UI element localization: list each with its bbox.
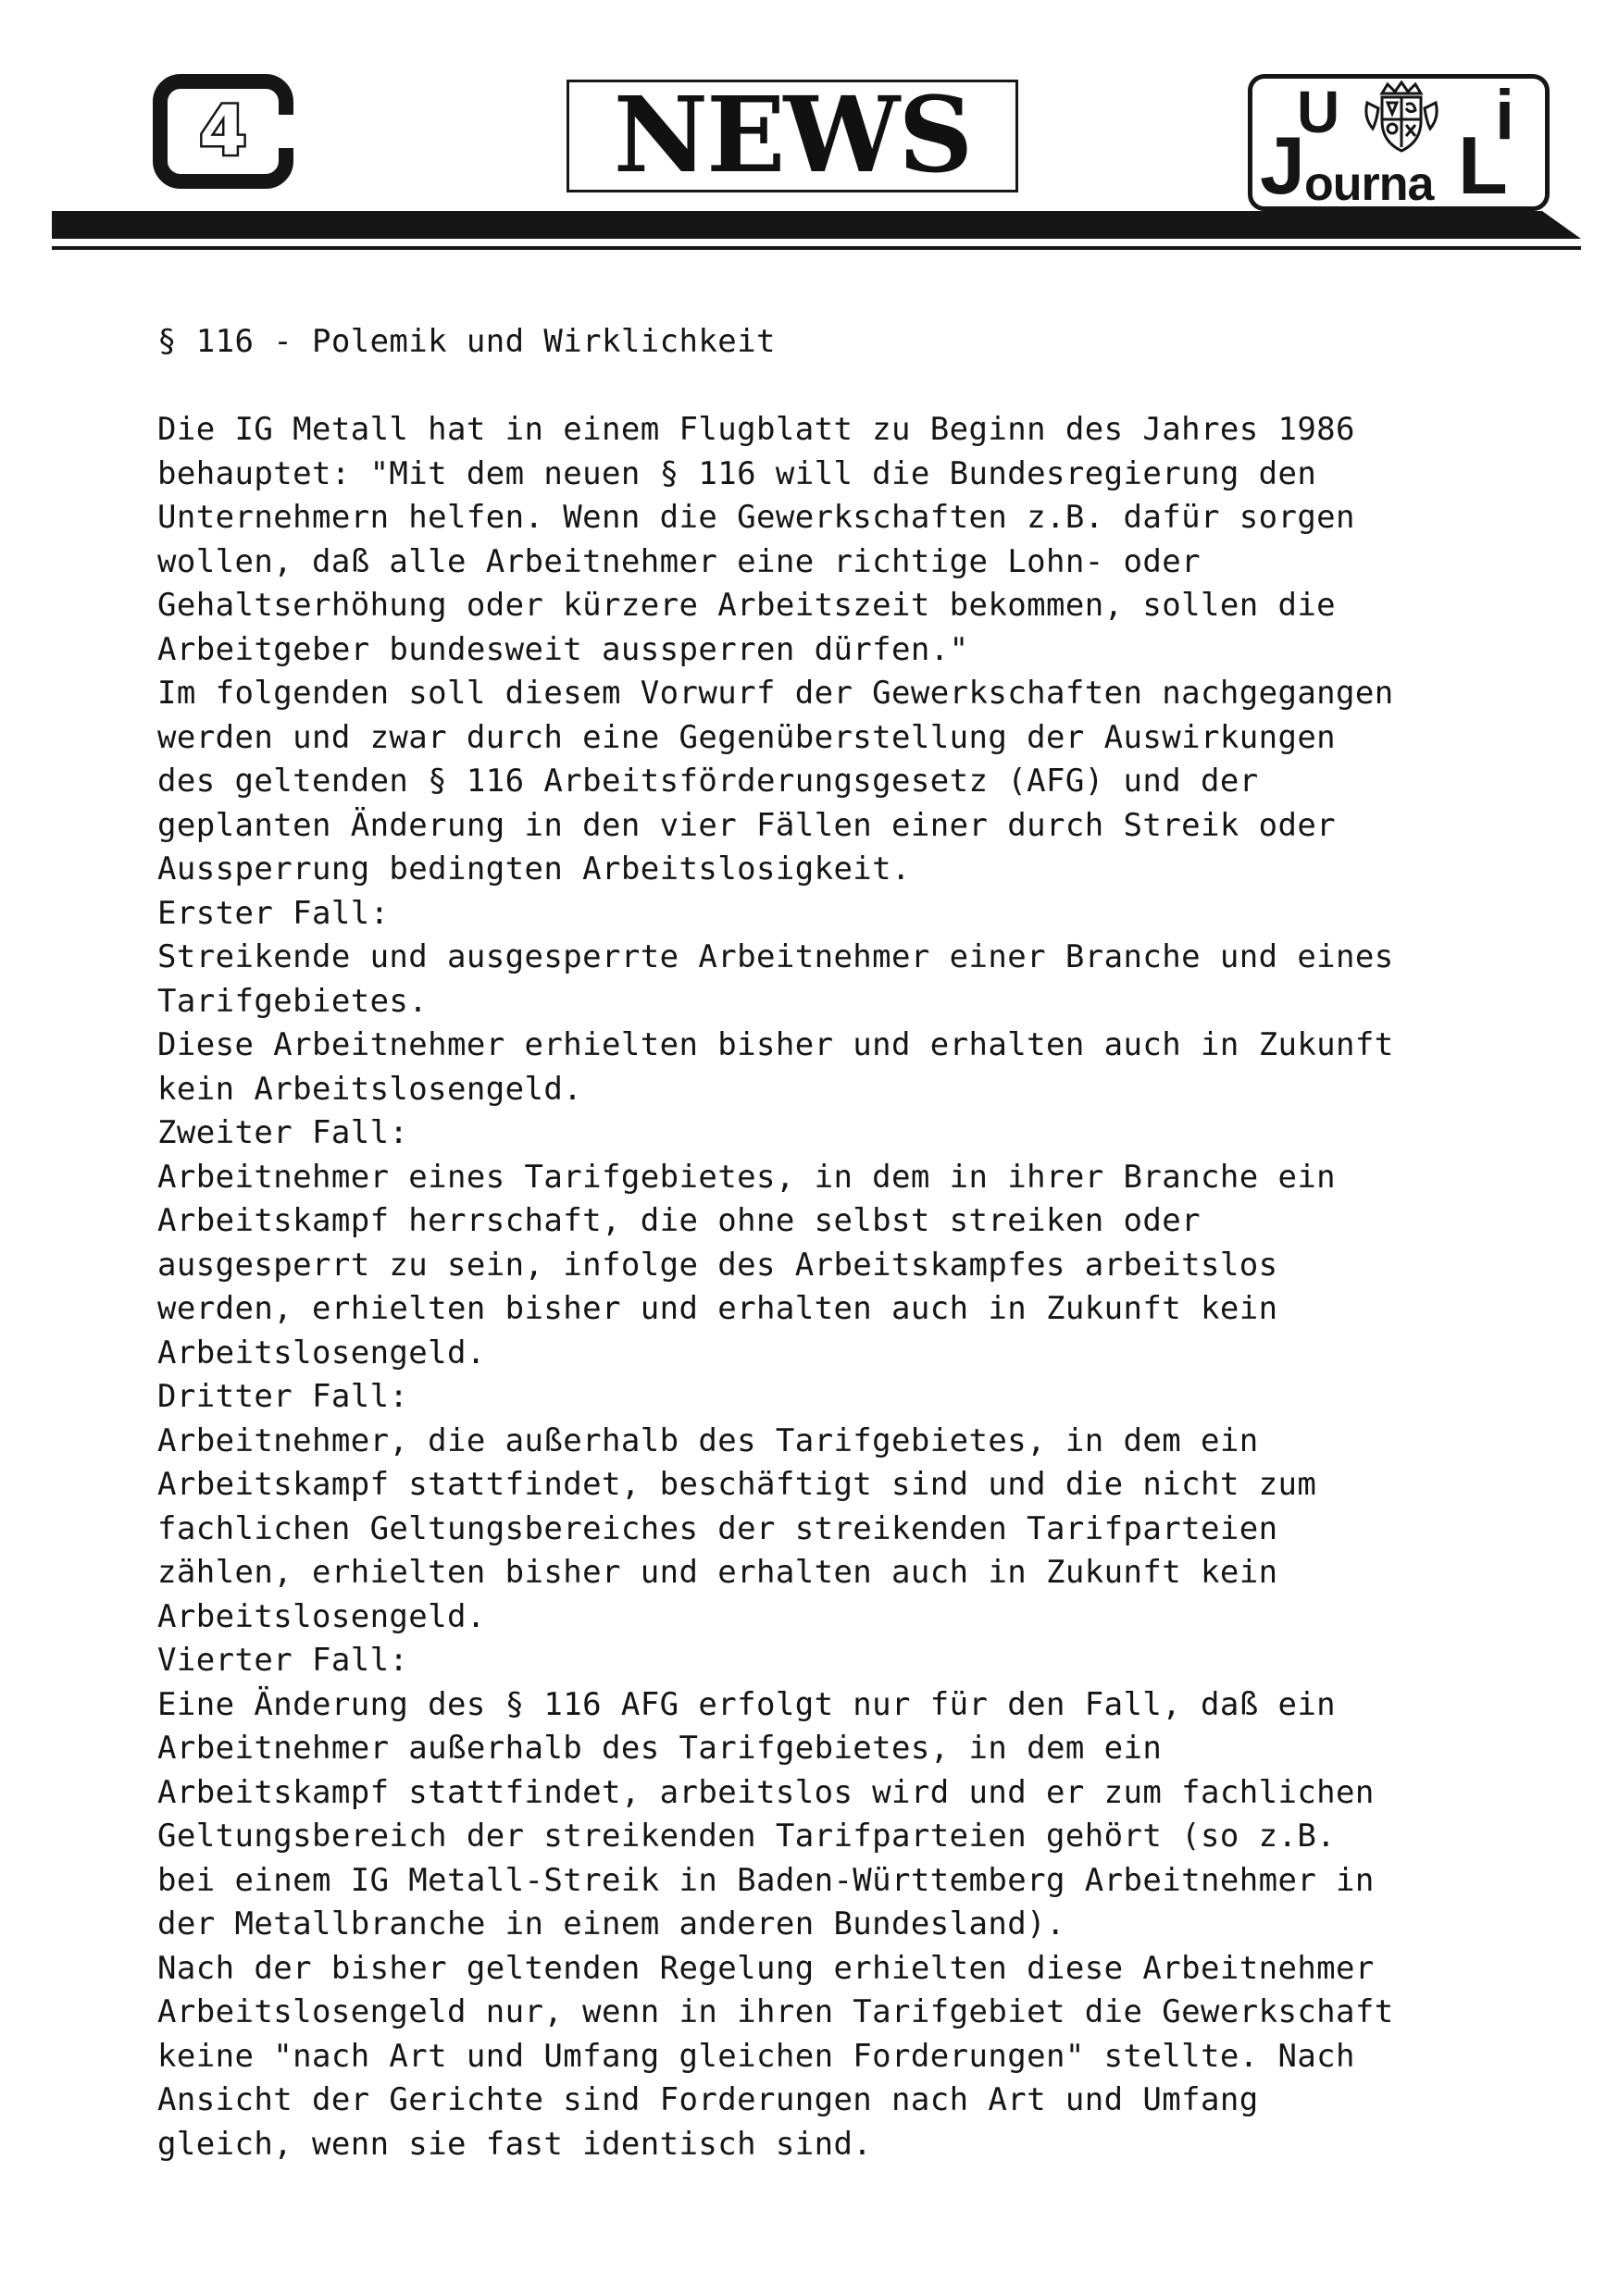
badge-frame-gap xyxy=(277,115,305,148)
masthead-thin-rule xyxy=(52,246,1581,250)
news-section-title-box xyxy=(567,75,1018,196)
logo-letter-u: U xyxy=(1297,79,1340,145)
case-heading: Dritter Fall: xyxy=(157,1378,409,1415)
article-line: Ansicht der Gerichte sind Forderungen nach Art und Umfang xyxy=(157,2081,1259,2118)
article-line: des geltenden § 116 Arbeitsförderungsgesetz (AFG) und der xyxy=(157,763,1259,800)
article-line: bei einem IG Metall-Streik in Baden-Württemberg Arbeitnehmer in xyxy=(157,1861,1375,1899)
article-line: kein Arbeitslosengeld. xyxy=(157,1070,583,1108)
article-title: § 116 - Polemik und Wirklichkeit xyxy=(157,323,776,360)
article-line: Arbeitnehmer außerhalb des Tarifgebietes, in dem ein xyxy=(157,1730,1163,1767)
case-heading: Vierter Fall: xyxy=(157,1642,409,1679)
logo-letter-i: i xyxy=(1495,76,1515,155)
logo-word: ourna xyxy=(1304,157,1434,211)
article-line: Arbeitskampf stattfindet, beschäftigt sind und die nicht zum xyxy=(157,1466,1317,1503)
article-line: Nach der bisher geltenden Regelung erhielten diese Arbeitnehmer xyxy=(157,1949,1375,1987)
article-line: werden und zwar durch eine Gegenüberstellung der Auswirkungen xyxy=(157,718,1337,756)
logo-letter-j: J xyxy=(1260,119,1305,211)
article-line: Geltungsbereich der streikenden Tarifparteien gehört (so z.B. xyxy=(157,1818,1337,1855)
logo-letter-l: L xyxy=(1458,119,1508,211)
article-line: Eine Änderung des § 116 AFG erfolgt nur für den Fall, daß ein xyxy=(157,1685,1337,1723)
article-line: Arbeitslosengeld. xyxy=(157,1334,486,1371)
case-heading: Erster Fall: xyxy=(157,894,390,932)
article-line: der Metallbranche in einem anderen Bundesland). xyxy=(157,1905,1065,1942)
article-line: geplanten Änderung in den vier Fällen einer durch Streik oder xyxy=(157,806,1337,844)
coat-of-arms-icon xyxy=(1362,81,1441,153)
article-line: Aussperrung bedingten Arbeitslosigkeit. xyxy=(157,850,911,887)
article-line: zählen, erhielten bisher und erhalten auch in Zukunft kein xyxy=(157,1554,1278,1591)
article-line: Arbeitslosengeld nur, wenn in ihren Tarifgebiet die Gewerkschaft xyxy=(157,1993,1394,2030)
juli-journal-logo xyxy=(1248,74,1550,211)
article-line: Im folgenden soll diesem Vorwurf der Gewerkschaften nachgegangen xyxy=(157,675,1394,712)
article-line: ausgesperrt zu sein, infolge des Arbeitskampfes arbeitslos xyxy=(157,1246,1278,1284)
section-title: NEWS xyxy=(613,75,972,196)
article-line: behauptet: "Mit dem neuen § 116 will die Bundesregierung den xyxy=(157,454,1317,492)
article-line: Arbeitnehmer eines Tarifgebietes, in dem in ihrer Branche ein xyxy=(157,1158,1337,1196)
article-line: Arbeitslosengeld. xyxy=(157,1597,486,1635)
page-number-badge xyxy=(153,74,301,196)
article-line: Gehaltserhöhung oder kürzere Arbeitszeit bekommen, sollen die xyxy=(157,587,1337,624)
article-line: Arbeitgeber bundesweit aussperren dürfen." xyxy=(157,630,969,668)
page-number: 4 xyxy=(199,92,247,171)
article-line: Arbeitskampf herrschaft, die ohne selbst streiken oder xyxy=(157,1202,1201,1239)
article-line: gleich, wenn sie fast identisch sind. xyxy=(157,2125,873,2163)
article-line: werden, erhielten bisher und erhalten auch in Zukunft kein xyxy=(157,1290,1278,1327)
article-line: Diese Arbeitnehmer erhielten bisher und erhalten auch in Zukunft xyxy=(157,1026,1394,1063)
article-line: wollen, daß alle Arbeitnehmer eine richtige Lohn- oder xyxy=(157,542,1201,580)
article-line: keine "nach Art und Umfang gleichen Forderungen" stellte. Nach xyxy=(157,2037,1355,2075)
article-line: Arbeitnehmer, die außerhalb des Tarifgebietes, in dem ein xyxy=(157,1421,1259,1459)
masthead-thick-rule xyxy=(52,211,1581,239)
article-line: Die IG Metall hat in einem Flugblatt zu Beginn des Jahres 1986 xyxy=(157,411,1355,448)
article-line: fachlichen Geltungsbereiches der streikenden Tarifparteien xyxy=(157,1509,1278,1547)
article xyxy=(157,320,1564,2166)
article-line: Tarifgebietes. xyxy=(157,982,429,1020)
article-line: Streikende und ausgesperrte Arbeitnehmer einer Branche und eines xyxy=(157,938,1394,975)
case-heading: Zweiter Fall: xyxy=(157,1114,409,1151)
article-line: Unternehmern helfen. Wenn die Gewerkschaften z.B. dafür sorgen xyxy=(157,499,1355,536)
article-line: Arbeitskampf stattfindet, arbeitslos wird und er zum fachlichen xyxy=(157,1773,1375,1811)
